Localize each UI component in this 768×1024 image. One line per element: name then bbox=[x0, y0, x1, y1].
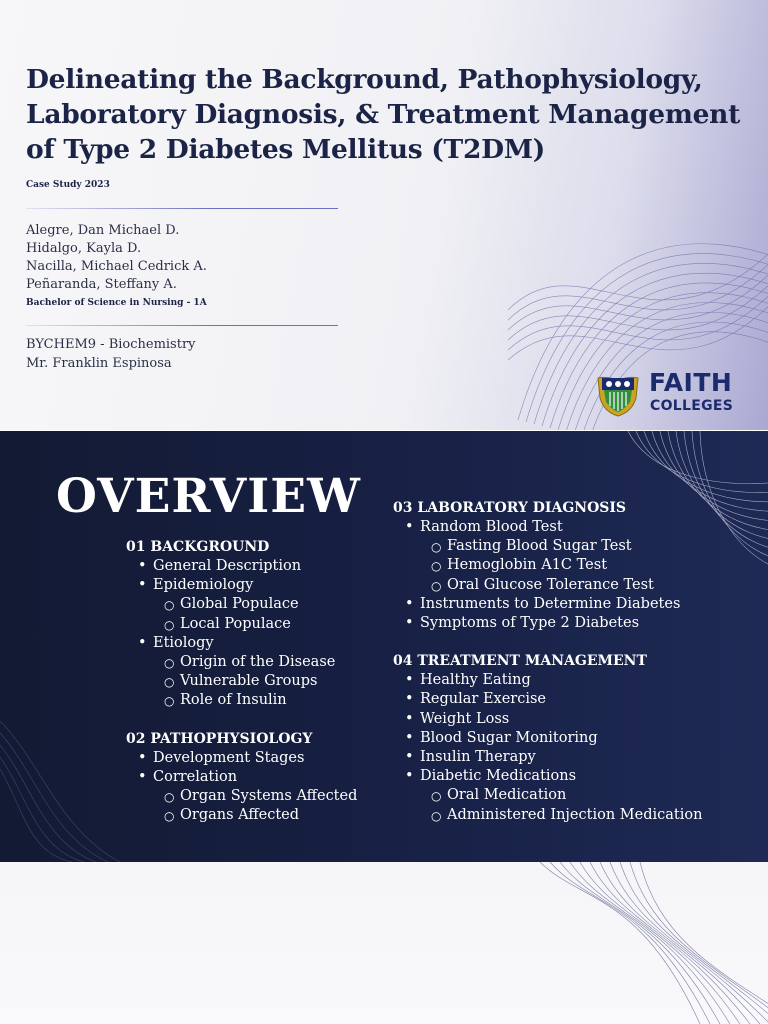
logo-text-colleges: COLLEGES bbox=[650, 398, 734, 414]
list-item: • Diabetic Medications bbox=[405, 768, 577, 785]
list-subitem: ○ Local Populace bbox=[164, 615, 291, 632]
list-item: • Blood Sugar Monitoring bbox=[405, 729, 598, 746]
program-label: Bachelor of Science in Nursing - 1A bbox=[26, 298, 207, 308]
list-item: • General Description bbox=[138, 558, 302, 574]
decorative-wave-lines bbox=[520, 862, 768, 1024]
list-subitem: ○ Oral Glucose Tolerance Test bbox=[431, 576, 654, 593]
list-item: • Random Blood Test bbox=[405, 519, 563, 535]
list-subitem: ○ Administered Injection Medication bbox=[431, 806, 703, 823]
list-item: • Epidemiology bbox=[138, 577, 254, 594]
overview-left-column bbox=[126, 538, 386, 844]
section-title: 02 PATHOPHYSIOLOGY bbox=[126, 730, 313, 747]
list-item: • Healthy Eating bbox=[405, 672, 531, 689]
list-subitem: ○ Role of Insulin bbox=[164, 692, 287, 709]
author-list bbox=[26, 222, 207, 294]
list-subitem: ○ Hemoglobin A1C Test bbox=[431, 557, 608, 574]
list-subitem: ○ Origin of the Disease bbox=[164, 654, 336, 671]
author-name: Hidalgo, Kayla D. bbox=[26, 241, 142, 256]
divider-line bbox=[26, 208, 338, 209]
list-item: • Insulin Therapy bbox=[405, 749, 536, 766]
list-item: • Symptoms of Type 2 Diabetes bbox=[405, 615, 640, 632]
list-item: • Correlation bbox=[138, 768, 238, 785]
section-title: 01 BACKGROUND bbox=[126, 539, 270, 555]
author-name: Alegre, Dan Michael D. bbox=[26, 223, 180, 238]
list-subitem: ○ Oral Medication bbox=[431, 787, 567, 804]
section-laboratory-diagnosis bbox=[393, 499, 763, 633]
document-title: Delineating the Background, Pathophysiology, Laboratory Diagnosis, & Treatment Management of Type 2 Diabetes Mellitus (T2DM) bbox=[26, 64, 741, 165]
list-subitem: ○ Fasting Blood Sugar Test bbox=[431, 538, 632, 555]
case-study-label: Case Study 2023 bbox=[26, 180, 110, 190]
section-title: 04 TREATMENT MANAGEMENT bbox=[393, 653, 647, 670]
list-item: • Etiology bbox=[138, 634, 214, 651]
logo-text-faith: FAITH bbox=[649, 368, 733, 397]
next-slide-preview bbox=[0, 862, 768, 1024]
college-crest-icon bbox=[596, 370, 640, 418]
faith-colleges-logo bbox=[596, 370, 756, 420]
list-item: • Instruments to Determine Diabetes bbox=[405, 595, 681, 612]
author-name: Peñaranda, Steffany A. bbox=[26, 277, 177, 292]
title-slide bbox=[0, 0, 768, 430]
course-info bbox=[26, 335, 196, 373]
list-subitem: ○ Vulnerable Groups bbox=[164, 673, 318, 690]
list-item: • Regular Exercise bbox=[405, 691, 546, 708]
list-item: • Development Stages bbox=[138, 749, 305, 766]
section-background bbox=[126, 538, 386, 711]
list-subitem: ○ Organ Systems Affected bbox=[164, 788, 358, 805]
author-name: Nacilla, Michael Cedrick A. bbox=[26, 259, 207, 274]
overview-slide bbox=[0, 431, 768, 862]
list-subitem: ○ Global Populace bbox=[164, 596, 299, 613]
overview-heading: OVERVIEW bbox=[56, 469, 361, 524]
overview-right-column bbox=[393, 499, 763, 844]
list-item: • Weight Loss bbox=[405, 710, 510, 727]
instructor-name: Mr. Franklin Espinosa bbox=[26, 356, 172, 371]
section-pathophysiology bbox=[126, 730, 386, 826]
course-name: BYCHEM9 - Biochemistry bbox=[26, 337, 196, 352]
section-treatment-management bbox=[393, 652, 763, 825]
divider-line bbox=[26, 325, 338, 326]
list-subitem: ○ Organs Affected bbox=[164, 807, 300, 824]
section-title: 03 LABORATORY DIAGNOSIS bbox=[393, 500, 627, 516]
